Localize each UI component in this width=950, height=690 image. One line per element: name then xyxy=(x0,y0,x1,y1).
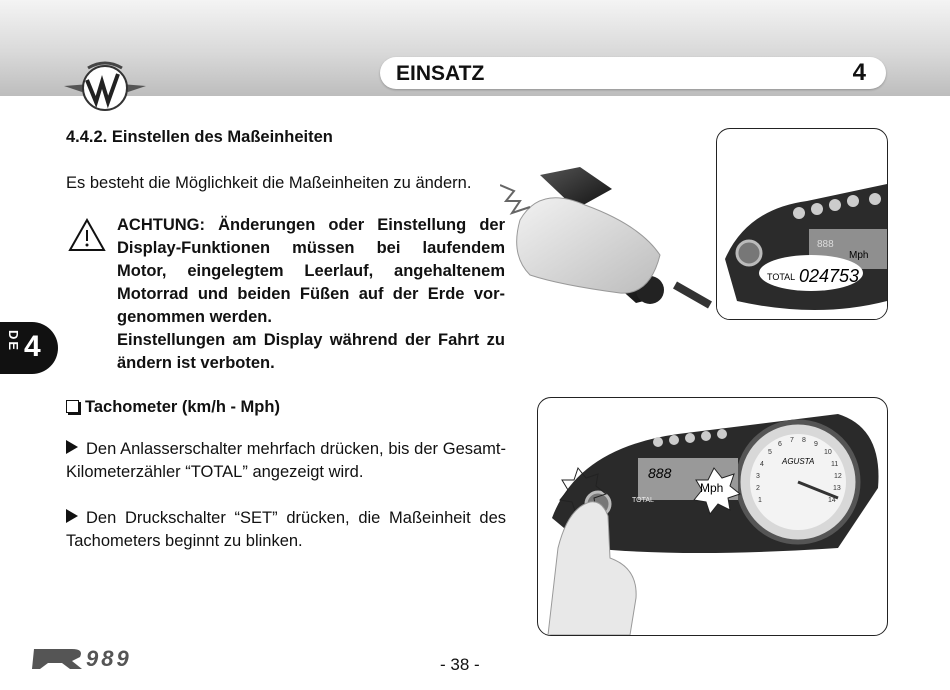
bullet-heading xyxy=(66,396,280,419)
gauge-brand: AGUSTA xyxy=(782,457,815,466)
hand-switch-illustration xyxy=(500,165,715,315)
warning-paragraph-1: ACHTUNG: Änderungen oder Einstellung der Display-Funktionen müssen bei laufendem Motor, eingelegtem Leerlauf, angehaltenem Motorrad und beiden Füßen auf der Erde vor-genommen werden. xyxy=(117,216,505,326)
mph-label: Mph xyxy=(700,481,724,495)
chapter-header xyxy=(380,57,886,89)
gauge-number: 7 xyxy=(790,437,794,444)
unit-label: Mph xyxy=(849,250,869,261)
chapter-title: EINSATZ xyxy=(396,62,485,85)
arrow-bullet-icon xyxy=(66,440,78,454)
gauge-number: 14 xyxy=(828,497,836,504)
section-heading: 4.4.2. Einstellen des Maßeinheiten xyxy=(66,128,333,146)
bullet-heading-label: Tachometer (km/h - Mph) xyxy=(85,398,280,416)
mv-agusta-logo xyxy=(60,58,150,122)
dashboard-closeup xyxy=(717,129,887,319)
chapter-number: 4 xyxy=(852,59,866,86)
intro-text: Es besteht die Möglichkeit die Maßeinheiten zu ändern. xyxy=(66,174,472,192)
side-chapter-number: 4 xyxy=(24,330,41,363)
warning-paragraph-2: Einstellungen am Display während der Fahrt zu ändern ist verboten. xyxy=(117,331,505,372)
step-2-text: Den Druckschalter “SET” drücken, die Maßeinheit des Tachometers beginnt zu blinken. xyxy=(66,509,506,550)
gauge-number: 8 xyxy=(802,437,806,444)
gauge-number: 1 xyxy=(758,497,762,504)
svg-text:989: 989 xyxy=(86,646,132,671)
gauge-number: 11 xyxy=(831,461,839,468)
checkbox-bullet-icon xyxy=(66,400,79,413)
gauge-number: 12 xyxy=(834,473,842,480)
speed-digits: 888 xyxy=(648,465,672,481)
warning-triangle-icon xyxy=(68,218,106,252)
step-2 xyxy=(66,507,506,553)
dashboard-gauge xyxy=(538,398,887,635)
odometer-value: 024753 xyxy=(799,266,860,286)
gauge-number: 5 xyxy=(768,449,772,456)
small-digits: 888 xyxy=(817,239,834,250)
warning-text xyxy=(117,214,505,375)
gauge-number: 10 xyxy=(824,449,832,456)
gauge-number: 13 xyxy=(833,485,841,492)
dashboard-photo-mph xyxy=(537,397,888,636)
dashboard-photo-total xyxy=(716,128,888,320)
gauge-number: 6 xyxy=(778,441,782,448)
gauge-number: 4 xyxy=(760,461,764,468)
step-1-text: Den Anlasserschalter mehrfach drücken, bis der Gesamt-Kilometerzähler “TOTAL” angezeigt wird. xyxy=(66,440,506,481)
gauge-number: 3 xyxy=(756,473,760,480)
language-code: DE xyxy=(6,330,21,353)
gauge-number: 9 xyxy=(814,441,818,448)
total-label: TOTAL xyxy=(632,497,654,504)
arrow-bullet-icon xyxy=(66,509,78,523)
total-label: TOTAL xyxy=(767,272,796,282)
page-number: - 38 - xyxy=(440,655,480,674)
gauge-number: 2 xyxy=(756,485,760,492)
language-tab xyxy=(0,322,58,374)
step-1 xyxy=(66,438,506,484)
r989-model-logo xyxy=(32,645,168,671)
